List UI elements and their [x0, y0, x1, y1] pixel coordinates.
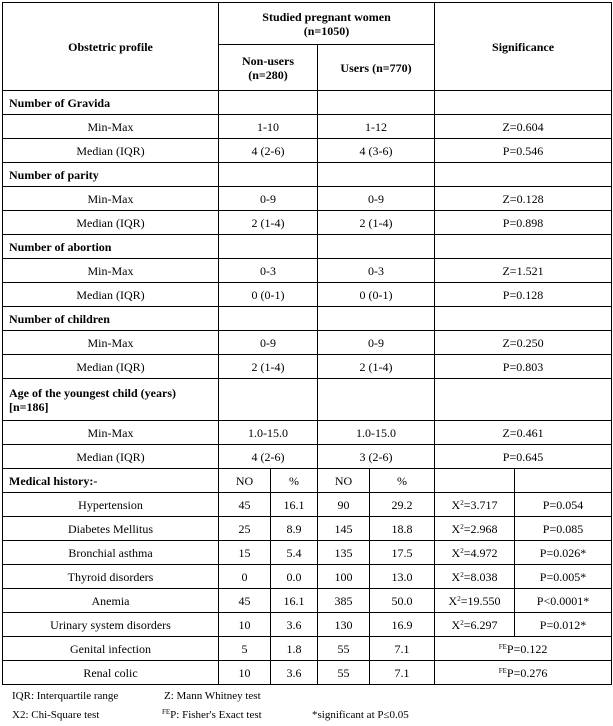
users-no: 130: [318, 613, 370, 637]
users-no: 385: [318, 589, 370, 613]
non-users-value: 0 (0-1): [219, 283, 318, 307]
non-users-pct: 16.1: [271, 493, 318, 517]
users-no: 90: [318, 493, 370, 517]
significance-value: P=0.898: [435, 211, 612, 235]
table-row: [3, 211, 612, 235]
non-users-value: 1-10: [219, 115, 318, 139]
users-value: 0-9: [318, 187, 435, 211]
users-no: 55: [318, 637, 370, 661]
users-pct: 18.8: [370, 517, 435, 541]
users-value: 4 (3-6): [318, 139, 435, 163]
fisher-exact-value: $^{FE}$P=0.276: [435, 661, 612, 685]
obstetric-profile-table-wrapper: [2, 2, 611, 685]
header-non-users-title: Non-users: [241, 53, 294, 68]
non-users-value: 0-9: [219, 331, 318, 355]
table-row: [3, 493, 612, 517]
non-users-no: 10: [219, 661, 271, 685]
chi-square-value: $X^2=6.297$: [435, 613, 515, 637]
non-users-value: 0-3: [219, 259, 318, 283]
significance-value: Z=0.604: [435, 115, 612, 139]
table-row: [3, 637, 612, 661]
users-value: 3 (2-6): [318, 445, 435, 469]
users-no: 55: [318, 661, 370, 685]
table-row: [3, 565, 612, 589]
chi-square-value: $X^2=19.550$: [435, 589, 515, 613]
footnote-z: Z: Mann Whitney test: [164, 690, 261, 702]
header-significance: Significance: [435, 3, 612, 91]
non-users-no: 0: [219, 565, 271, 589]
row-label: Anemia: [3, 589, 219, 613]
header-non-users: [219, 45, 318, 91]
section-children-title: Number of children: [3, 307, 219, 331]
footnote-x2: X2: Chi-Square test: [12, 709, 100, 721]
table-row: [3, 517, 612, 541]
row-label: Thyroid disorders: [3, 565, 219, 589]
users-no: 135: [318, 541, 370, 565]
table-row: [3, 589, 612, 613]
footnote-fe: $^{FE}$ P: Fisher's Exact test: [162, 708, 262, 721]
users-pct: 7.1: [370, 661, 435, 685]
significance-value: P=0.128: [435, 283, 612, 307]
row-label: Median (IQR): [3, 139, 219, 163]
users-value: 0-3: [318, 259, 435, 283]
users-value: 1-12: [318, 115, 435, 139]
table-row: [3, 613, 612, 637]
non-users-no: 45: [219, 493, 271, 517]
footnote-line-1: [12, 689, 607, 703]
significance-value: Z=0.128: [435, 187, 612, 211]
significance-value: P=0.546: [435, 139, 612, 163]
footnote-significance: *significant at P≤0.05: [312, 709, 409, 721]
users-pct: 13.0: [370, 565, 435, 589]
users-no: 100: [318, 565, 370, 589]
table-row: [3, 331, 612, 355]
users-pct: 50.0: [370, 589, 435, 613]
significance-value: P=0.645: [435, 445, 612, 469]
header-group-title: Studied pregnant women: [262, 9, 391, 24]
row-label: Bronchial asthma: [3, 541, 219, 565]
table-row: [3, 421, 612, 445]
table-row: [3, 139, 612, 163]
users-pct: 16.9: [370, 613, 435, 637]
non-users-value: 2 (1-4): [219, 211, 318, 235]
section-abortion-title: Number of abortion: [3, 235, 219, 259]
row-label: Hypertension: [3, 493, 219, 517]
chi-square-value: $X^2=2.968$: [435, 517, 515, 541]
row-label: Renal colic: [3, 661, 219, 685]
table-row: [3, 355, 612, 379]
table-row: [3, 445, 612, 469]
users-value: 2 (1-4): [318, 211, 435, 235]
users-pct: 17.5: [370, 541, 435, 565]
p-value: P=0.012*: [515, 613, 612, 637]
footnote-iqr: IQR: Interquartile range: [12, 690, 119, 702]
header-studied-women: [219, 3, 435, 45]
non-users-pct: 0.0: [271, 565, 318, 589]
non-users-no: 25: [219, 517, 271, 541]
header-group-n: (n=1050): [303, 23, 350, 38]
header-non-users-n: (n=280): [248, 67, 288, 82]
p-value: P=0.085: [515, 517, 612, 541]
non-users-pct: 16.1: [271, 589, 318, 613]
col-users-pct: %: [370, 469, 435, 493]
chi-square-value: $X^2=4.972$: [435, 541, 515, 565]
table-row: [3, 259, 612, 283]
youngest-subtitle: [n=186]: [9, 399, 49, 414]
table-row: [3, 187, 612, 211]
youngest-title: Age of the youngest child (years): [9, 385, 176, 400]
row-label: Diabetes Mellitus: [3, 517, 219, 541]
col-non-users-pct: %: [271, 469, 318, 493]
fisher-exact-value: $^{FE}$P=0.122: [435, 637, 612, 661]
non-users-value: 0-9: [219, 187, 318, 211]
users-pct: 7.1: [370, 637, 435, 661]
row-label: Median (IQR): [3, 283, 219, 307]
footnote-line-2: [12, 708, 607, 722]
significance-value: Z=1.521: [435, 259, 612, 283]
non-users-no: 5: [219, 637, 271, 661]
p-value: P=0.054: [515, 493, 612, 517]
users-value: 0-9: [318, 331, 435, 355]
col-non-users-no: NO: [219, 469, 271, 493]
users-pct: 29.2: [370, 493, 435, 517]
row-label: Min-Max: [3, 259, 219, 283]
significance-value: P=0.803: [435, 355, 612, 379]
row-label: Urinary system disorders: [3, 613, 219, 637]
table-row: [3, 283, 612, 307]
row-label: Min-Max: [3, 115, 219, 139]
non-users-pct: 8.9: [271, 517, 318, 541]
row-label: Median (IQR): [3, 211, 219, 235]
row-label: Min-Max: [3, 331, 219, 355]
obstetric-profile-table: [2, 2, 612, 685]
non-users-value: 4 (2-6): [219, 445, 318, 469]
row-label: Genital infection: [3, 637, 219, 661]
p-value: P<0.0001*: [515, 589, 612, 613]
p-value: P=0.005*: [515, 565, 612, 589]
row-label: Min-Max: [3, 187, 219, 211]
users-value: 0 (0-1): [318, 283, 435, 307]
section-parity-title: Number of parity: [3, 163, 219, 187]
chi-square-value: $X^2=3.717$: [435, 493, 515, 517]
non-users-value: 4 (2-6): [219, 139, 318, 163]
row-label: Median (IQR): [3, 355, 219, 379]
table-row: [3, 541, 612, 565]
col-users-no: NO: [318, 469, 370, 493]
non-users-pct: 5.4: [271, 541, 318, 565]
non-users-no: 15: [219, 541, 271, 565]
header-users: Users (n=770): [318, 45, 435, 91]
users-value: 1.0-15.0: [318, 421, 435, 445]
users-value: 2 (1-4): [318, 355, 435, 379]
row-label: Median (IQR): [3, 445, 219, 469]
p-value: P=0.026*: [515, 541, 612, 565]
table-row: [3, 661, 612, 685]
non-users-pct: 1.8: [271, 637, 318, 661]
users-no: 145: [318, 517, 370, 541]
non-users-value: 1.0-15.0: [219, 421, 318, 445]
significance-value: Z=0.461: [435, 421, 612, 445]
non-users-no: 45: [219, 589, 271, 613]
non-users-no: 10: [219, 613, 271, 637]
section-gravida-title: Number of Gravida: [3, 91, 219, 115]
non-users-pct: 3.6: [271, 613, 318, 637]
header-obstetric-profile: Obstetric profile: [3, 3, 219, 91]
chi-square-value: $X^2=8.038$: [435, 565, 515, 589]
row-label: Min-Max: [3, 421, 219, 445]
section-youngest-child-title: [3, 379, 219, 421]
section-medical-history-title: Medical history:-: [3, 469, 219, 493]
table-row: [3, 115, 612, 139]
significance-value: Z=0.250: [435, 331, 612, 355]
non-users-value: 2 (1-4): [219, 355, 318, 379]
non-users-pct: 3.6: [271, 661, 318, 685]
